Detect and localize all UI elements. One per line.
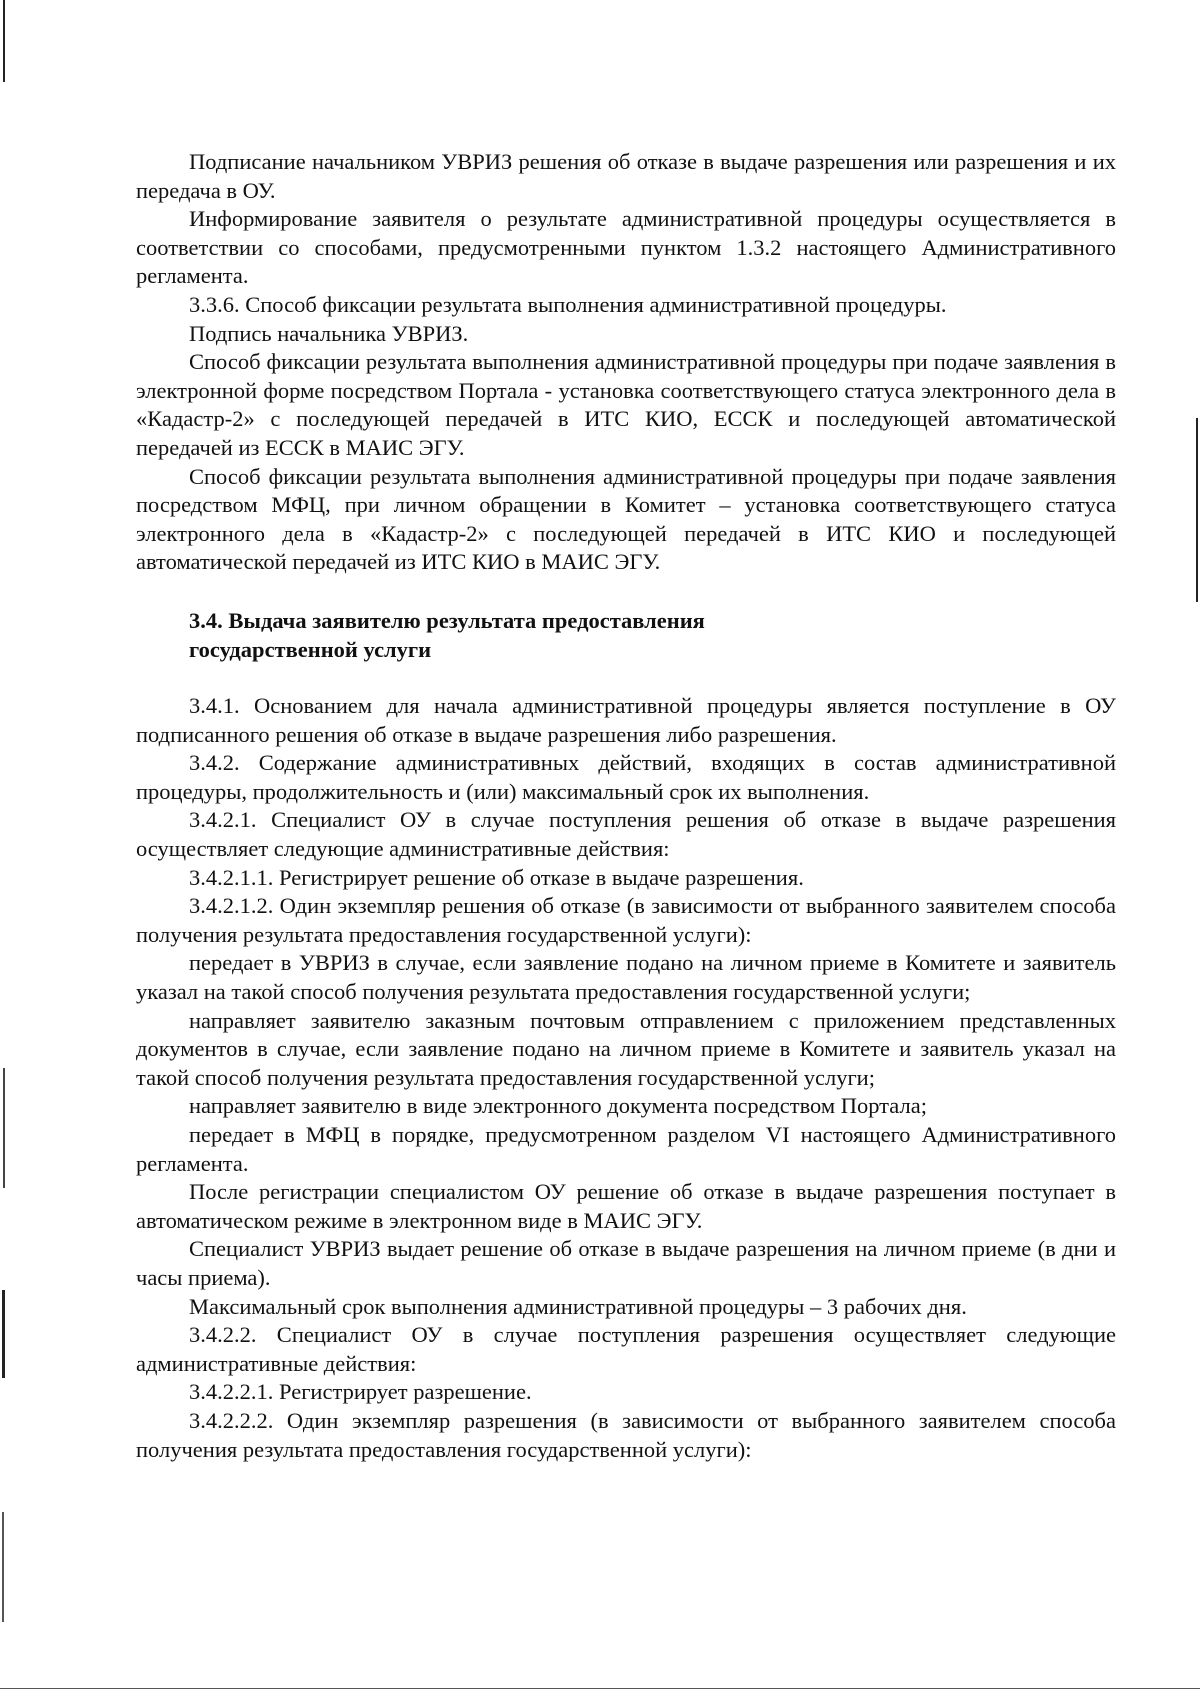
paragraph: 3.4.2.1.1. Регистрирует решение об отказе в выдаче разрешения. <box>189 864 804 890</box>
paragraph: Подпись начальника УВРИЗ. <box>189 320 469 346</box>
section-heading-line-1: 3.4. Выдача заявителю результата предоставления <box>189 607 705 633</box>
document-body <box>136 148 1116 1464</box>
paragraph: 3.4.2.2.1. Регистрирует разрешение. <box>189 1379 532 1405</box>
paragraph: Информирование заявителя о результате административной процедуры осуществляется в соответствии со способами, предусмотренными пунктом 1.3.2 настоящего Административного регламента. <box>136 206 1116 289</box>
paragraph: 3.4.1. Основанием для начала административной процедуры является поступление в ОУ подписанного решения об отказе в выдаче разрешения либо разрешения. <box>136 693 1116 747</box>
paragraph: Способ фиксации результата выполнения административной процедуры при подаче заявления в электронной форме посредством Портала - установка соответствующего статуса электронного дела в «Кадастр-2» с последующей передачей в ИТС КИО, ЕССК и последующей автоматической передачей из ЕССК в МАИС ЭГУ. <box>136 349 1116 460</box>
paragraph: Специалист УВРИЗ выдает решение об отказе в выдаче разрешения на личном приеме (в дни и часы приема). <box>136 1236 1116 1290</box>
scan-mark-left-top <box>3 0 5 82</box>
scan-mark-left-mid <box>3 1068 5 1188</box>
paragraph: Способ фиксации результата выполнения административной процедуры при подаче заявления посредством МФЦ, при личном обращении в Комитет – установка соответствующего статуса электронного дела в «Кадастр-2» с последующей передачей в ИТС КИО и последующей автоматической передачей из ИТС КИО в МАИС ЭГУ. <box>136 463 1116 575</box>
paragraph: 3.4.2. Содержание административных действий, входящих в состав административной процедуры, продолжительность и (или) максимальный срок их выполнения. <box>136 750 1116 804</box>
paragraph: передает в МФЦ в порядке, предусмотренном разделом VI настоящего Административного регламента. <box>136 1122 1116 1176</box>
scan-mark-left-lower <box>2 1290 5 1378</box>
paragraph: 3.4.2.1.2. Один экземпляр решения об отказе (в зависимости от выбранного заявителем способа получения результата предоставления государственной услуги): <box>136 893 1116 947</box>
paragraph: 3.3.6. Способ фиксации результата выполнения административной процедуры. <box>189 291 947 317</box>
paragraph: Максимальный срок выполнения административной процедуры – 3 рабочих дня. <box>189 1293 967 1319</box>
paragraph: направляет заявителю заказным почтовым отправлением с приложением представленных документов в случае, если заявление подано на личном приеме в Комитете и заявитель указал на такой способ получения результата предоставления государственной услуги; <box>136 1007 1116 1090</box>
spacer <box>136 577 1116 607</box>
paragraph: передает в УВРИЗ в случае, если заявление подано на личном приеме в Комитете и заявитель указал на такой способ получения результата предоставления государственной услуги; <box>136 950 1116 1005</box>
scan-mark-right <box>1196 418 1198 602</box>
section-heading-line-2: государственной услуги <box>189 636 432 662</box>
scan-mark-left-bottom <box>2 1512 4 1622</box>
paragraph: 3.4.2.2.2. Один экземпляр разрешения (в зависимости от выбранного заявителем способа получения результата предоставления государственной услуги): <box>136 1407 1116 1462</box>
scan-bottom-edge <box>0 1688 1200 1689</box>
paragraph: направляет заявителю в виде электронного документа посредством Портала; <box>189 1093 927 1119</box>
paragraph: 3.4.2.1. Специалист ОУ в случае поступления решения об отказе в выдаче разрешения осуществляет следующие административные действия: <box>136 807 1116 862</box>
paragraph: После регистрации специалистом ОУ решение об отказе в выдаче разрешения поступает в автоматическом режиме в электронном виде в МАИС ЭГУ. <box>136 1179 1116 1233</box>
paragraph: 3.4.2.2. Специалист ОУ в случае поступления разрешения осуществляет следующие административные действия: <box>136 1322 1116 1376</box>
paragraph: Подписание начальником УВРИЗ решения об отказе в выдаче разрешения или разрешения и их передача в ОУ. <box>136 149 1116 203</box>
spacer <box>136 664 1116 692</box>
